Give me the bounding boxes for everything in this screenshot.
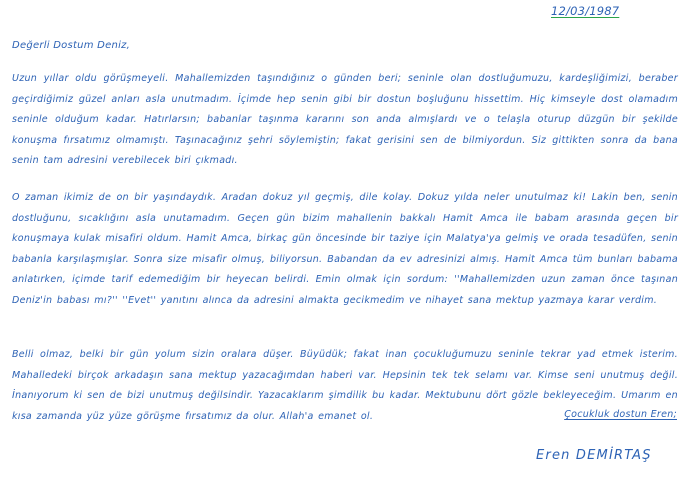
letter-date: 12/03/1987 — [551, 4, 620, 18]
letter-paragraph-2: O zaman ikimiz de on bir yaşındaydık. Aradan dokuz yıl geçmiş, dile kolay. Dokuz yılda neler unutulmaz ki! Lakin ben, senin dostluğunu, sıcaklığını asla unutamadım. Geçen gün bizim mahallenin bakkalı Hamit Amca ile babam arasında geçen bir konuşmaya kulak misafiri oldum. Hamit Amca, birkaç gün öncesinde bir taziye için Malatya'ya gelmiş ve orada tesadüfen, senin babanla karşılaşmışlar. Sonra size misafir olmuş, biliyorsun. Babandan da ev adresinizi almış. Hamit Amca tüm bunları babama anlatırken, içimde tarif edemediğim bir heyecan belirdi. Emin olmak için sordum: ''Mahallemizden uzun zaman önce taşınan Deniz'in babası mı?'' ''Evet'' yanıtını alınca da adresini almakta gecikmedim ve nihayet sana mektup yazmaya karar verdim. — [12, 192, 678, 306]
letter-paragraph-3: Belli olmaz, belki bir gün yolum sizin oralara düşer. Büyüdük; fakat inan çocukluğumuzu seninle tekrar yad etmek isterim. Mahalledeki birçok arkadaşın sana mektup yazacağımdan haberi var. Hepsinin tek tek selamı var. Kimse seni unutmuş değil. İnanıyorum ki sen de bizi unutmuş değilsindir. Yazacaklarım şimdilik bu kadar. Mektubunu dört gözle bekleyeceğim. Umarım en kısa zamanda yüz yüze görüşme fırsatımız da olur. Allah'a emanet ol. — [12, 349, 678, 422]
letter-signature: Eren DEMİRTAŞ — [536, 448, 652, 463]
letter-greeting: Değerli Dostum Deniz, — [12, 40, 131, 51]
letter-closing: Çocukluk dostun Eren; — [564, 409, 677, 420]
letter-paragraph-1: Uzun yıllar oldu görüşmeyeli. Mahallemizden taşındığınız o günden beri; seninle olan dostluğumuzu, kardeşliğimizi, beraber geçirdiğimiz güzel anları asla unutmadım. İçimde hep senin gibi bir dostun boşluğunu hissettim. Hiç kimseyle dost olamadım seninle olduğum kadar. Hatırlarsın; babanlar taşınma kararını son anda almışlardı ve o telaşla oturup düzgün bir şekilde konuşma fırsatımız olmamıştı. Taşınacağınız şehri söylemiştin; fakat gerisini sen de bilmiyordun. Siz gittikten sonra da bana senin tam adresini verebilecek biri çıkmadı. — [12, 73, 678, 167]
